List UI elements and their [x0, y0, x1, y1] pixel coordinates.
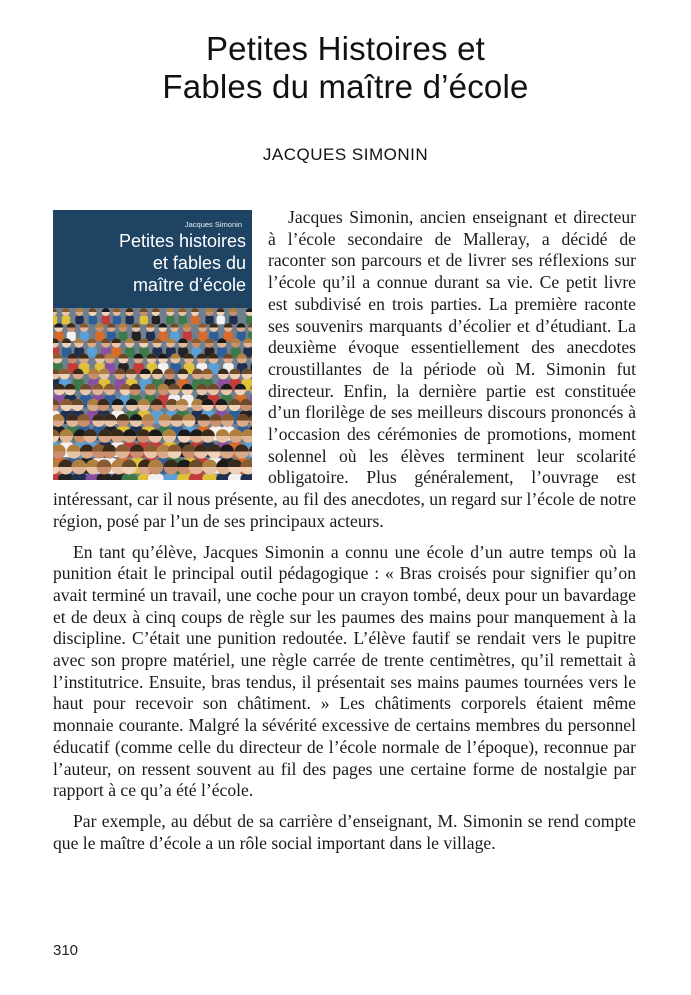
cover-title: [53, 230, 246, 296]
page-number: 310: [53, 942, 79, 959]
title-line-2: Fables du maître d’école: [162, 68, 529, 105]
title-line-1: Petites Histoires et: [205, 30, 486, 67]
paragraph-3: Par exemple, au début de sa carrière d’enseignant, M. Simonin se rend compte que le maître d’école a un rôle social important dans le village.: [53, 810, 636, 853]
cover-title-line-2: et fables du: [152, 253, 246, 273]
page-title: [0, 30, 691, 106]
cover-title-line-3: maître d’école: [132, 275, 246, 295]
author-name: JACQUES SIMONIN: [262, 145, 429, 164]
review-body: [53, 207, 636, 863]
paragraph-2: En tant qu’élève, Jacques Simonin a connu une école d’un autre temps où la punition était le principal outil pédagogique : « Bras croisés pour signifier qu’on avait terminé un travail, une coche pour un crayon tombé, deux pour un bavardage et de deux à cinq coups de règle sur les paumes des mains pour manquement à la discipline. C’était une punition redoutée. L’élève fautif se rendait vers le pupitre avec son propre matériel, une règle carrée de trente centimètres, qu’il remettait à l’institutrice. Ensuite, bras tendus, il présentait ses mains paumes tournées vers le haut pour recevoir son châtiment. » Les châtiments corporels étaient même monnaie courante. Malgré la sévérité excessive de certains membres du personnel éducatif (comme celle du directeur de l’école normale de l’époque), reconnue par l’auteur, on ressent souvent au fil des pages une certaine forme de nostalgie par rapport à ce qu’a été l’école.: [53, 541, 636, 801]
book-cover-image: [53, 210, 252, 480]
cover-title-line-1: Petites histoires: [118, 231, 246, 251]
paragraph-1: Jacques Simonin, ancien enseignant et directeur à l’école secondaire de Malleray, a décidé de raconter son parcours et de livrer ses réflexions sur l’école qu’il a connue durant sa vie. Ce petit livre est subdivisé en trois parties. La première raconte ses souvenirs marquants d’écolier et d’étudiant. La deuxième évoque essentiellement des anecdotes croustillantes de la période où M. Simonin fut directeur. Enfin, la dernière partie est constituée d’un florilège de ses meilleurs discours prononcés à l’occasion des cérémonies de promotions, moment solennel où les élèves terminent leur scolarité obligatoire. Plus généralement, l’ouvrage est intéressant, car il nous présente, au fil des anecdotes, un regard sur l’école de notre région, posé par l’un de ses principaux acteurs.: [53, 207, 636, 531]
cover-author: Jacques Simonin: [184, 220, 242, 229]
crowd-photo: [53, 308, 252, 480]
